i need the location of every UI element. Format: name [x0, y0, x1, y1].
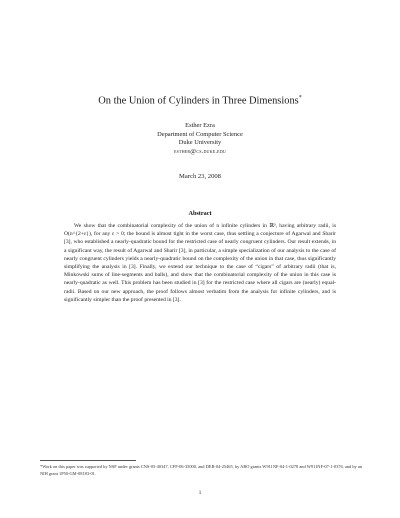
paper-title: [0, 95, 400, 106]
paper-title-text: On the Union of Cylinders in Three Dimensions: [98, 95, 299, 107]
author-university: Duke University: [178, 139, 222, 147]
footnote-text: *Work on this paper was supported by NSF under grants CNS-05-40347, CFF-06-35000, and DEB-04-25465, by ARO grants W911NF-04-1-0278 and W911NF-07-1-0376, and by an NIH grant 1P50-GM-08183-01.: [40, 464, 362, 476]
footnote-rule: [40, 460, 136, 461]
author-department: Department of Computer Science: [157, 130, 243, 138]
title-footnote-mark: *: [298, 95, 302, 101]
page-number: 1: [198, 490, 202, 496]
author-name: Esther Ezra: [185, 122, 215, 129]
abstract-heading: Abstract: [188, 210, 212, 217]
abstract-body: We show that the combinatorial complexity of the union of n infinite cylinders in ℝ³, having arbitrary radii, is O(n^{2+ε}), for any ε > 0; the bound is almost tight in the worst case, thus settling a conjecture of Agarwal and Sharir [3], who established a nearly-quadratic bound for the restricted case of nearly congruent cylinders. Our result extends, in a significant way, the result of Agarwal and Sharir [3], in particular, a simple specialization of our analysis to the case of nearly congruent cylinders yields a nearly-quadratic bound on the complexity of the union in that case, thus significantly simplifying the analysis in [3]. Finally, we extend our technique to the case of “cigars” of arbitrary radii (that is, Minkowski sums of line-segments and balls), and show that the combinatorial complexity of the union in this case is nearly-quadratic as well. This problem has been studied in [3] for the restricted case where all cigars are (nearly) equal-radii. Based on our new approach, the proof follows almost verbatim from the analysis for infinite cylinders, and is significantly simpler than the proof presented in [3].: [64, 223, 336, 303]
paper-date: March 23, 2008: [179, 173, 221, 180]
author-block: [0, 122, 400, 156]
author-email: esther@cs.duke.edu: [173, 147, 226, 155]
